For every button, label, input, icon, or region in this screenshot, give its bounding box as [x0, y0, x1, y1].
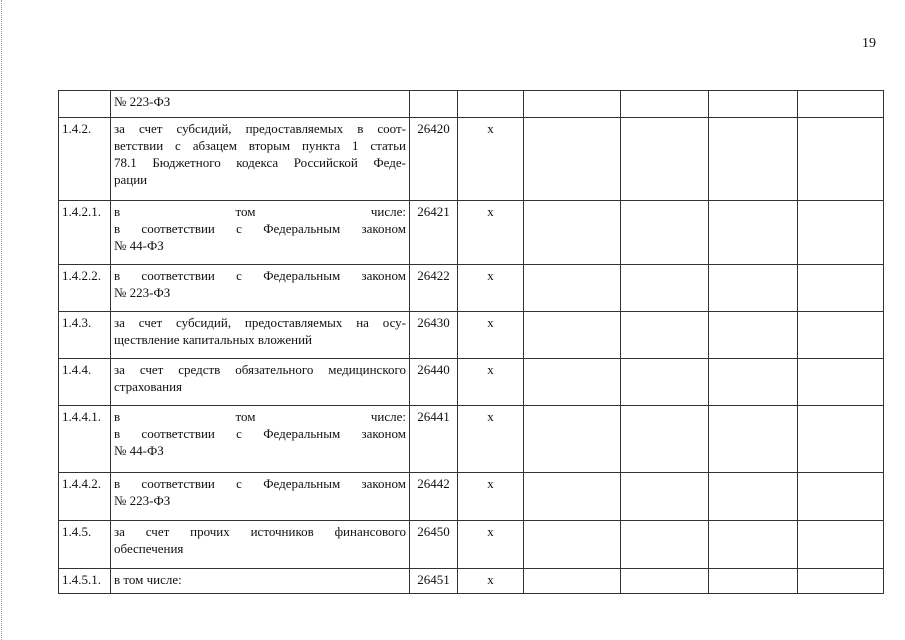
- empty-value-cell: [798, 473, 884, 521]
- row-code-cell: 26420: [410, 118, 458, 201]
- description-line: ветствии с абзацем вторым пункта 1 статьи: [114, 138, 406, 153]
- empty-value-cell: [798, 312, 884, 359]
- row-x-cell: х: [458, 265, 524, 312]
- row-x-cell: х: [458, 201, 524, 265]
- empty-value-cell: [524, 201, 621, 265]
- description-line: в соответствии с Федеральным законом: [114, 426, 406, 441]
- row-x-cell: х: [458, 118, 524, 201]
- empty-value-cell: [798, 569, 884, 594]
- empty-value-cell: [524, 473, 621, 521]
- description-line: № 223-ФЗ: [114, 94, 171, 109]
- empty-value-cell: [621, 359, 709, 406]
- row-description-cell: [111, 265, 410, 312]
- empty-value-cell: [621, 521, 709, 569]
- table-row: [59, 91, 884, 118]
- empty-value-cell: [621, 473, 709, 521]
- row-description-cell: [111, 406, 410, 473]
- row-number-cell: 1.4.4.1.: [59, 406, 111, 473]
- empty-value-cell: [709, 312, 798, 359]
- row-number-cell: 1.4.4.: [59, 359, 111, 406]
- description-line: № 223-ФЗ: [114, 285, 171, 300]
- empty-value-cell: [709, 521, 798, 569]
- table-row: [59, 406, 884, 473]
- empty-value-cell: [798, 521, 884, 569]
- empty-value-cell: [798, 406, 884, 473]
- row-x-cell: х: [458, 359, 524, 406]
- empty-value-cell: [524, 91, 621, 118]
- empty-value-cell: [709, 265, 798, 312]
- budget-table: [58, 90, 884, 594]
- page-left-edge: [1, 0, 2, 640]
- row-code-cell: [410, 91, 458, 118]
- description-line: в том числе:: [114, 204, 406, 219]
- description-line: в соответствии с Федеральным законом: [114, 476, 406, 491]
- row-number-cell: 1.4.2.1.: [59, 201, 111, 265]
- row-description-cell: [111, 569, 410, 594]
- empty-value-cell: [524, 521, 621, 569]
- row-code-cell: 26422: [410, 265, 458, 312]
- row-x-cell: х: [458, 406, 524, 473]
- empty-value-cell: [709, 569, 798, 594]
- row-description-cell: [111, 473, 410, 521]
- description-line: в соответствии с Федеральным законом: [114, 221, 406, 236]
- empty-value-cell: [709, 473, 798, 521]
- empty-value-cell: [709, 406, 798, 473]
- description-line: рации: [114, 172, 148, 187]
- table-row: [59, 265, 884, 312]
- row-code-cell: 26421: [410, 201, 458, 265]
- row-number-cell: 1.4.3.: [59, 312, 111, 359]
- empty-value-cell: [621, 91, 709, 118]
- table-row: [59, 569, 884, 594]
- row-x-cell: х: [458, 569, 524, 594]
- empty-value-cell: [524, 118, 621, 201]
- empty-value-cell: [524, 569, 621, 594]
- empty-value-cell: [524, 312, 621, 359]
- row-description-cell: [111, 312, 410, 359]
- empty-value-cell: [709, 118, 798, 201]
- empty-value-cell: [621, 406, 709, 473]
- row-description-cell: [111, 359, 410, 406]
- empty-value-cell: [709, 91, 798, 118]
- row-number-cell: 1.4.4.2.: [59, 473, 111, 521]
- row-x-cell: х: [458, 521, 524, 569]
- row-number-cell: 1.4.2.2.: [59, 265, 111, 312]
- table-row: [59, 521, 884, 569]
- table-row: [59, 359, 884, 406]
- empty-value-cell: [798, 265, 884, 312]
- table-row: [59, 118, 884, 201]
- row-x-cell: х: [458, 473, 524, 521]
- row-number-cell: 1.4.5.1.: [59, 569, 111, 594]
- empty-value-cell: [798, 201, 884, 265]
- row-x-cell: [458, 91, 524, 118]
- row-number-cell: 1.4.5.: [59, 521, 111, 569]
- empty-value-cell: [524, 265, 621, 312]
- description-line: за счет средств обязательного медицинского: [114, 362, 406, 377]
- empty-value-cell: [798, 359, 884, 406]
- description-line: в том числе:: [114, 409, 406, 424]
- empty-value-cell: [798, 91, 884, 118]
- description-line: обеспечения: [114, 541, 184, 556]
- row-description-cell: [111, 201, 410, 265]
- row-code-cell: 26430: [410, 312, 458, 359]
- row-description-cell: [111, 118, 410, 201]
- description-line: 78.1 Бюджетного кодекса Российской Феде-: [114, 155, 406, 170]
- page-number: 19: [862, 36, 876, 51]
- description-line: ществление капитальных вложений: [114, 332, 313, 347]
- row-code-cell: 26450: [410, 521, 458, 569]
- description-line: за счет субсидий, предоставляемых на осу-: [114, 315, 406, 330]
- empty-value-cell: [621, 118, 709, 201]
- empty-value-cell: [621, 569, 709, 594]
- row-x-cell: х: [458, 312, 524, 359]
- row-number-cell: [59, 91, 111, 118]
- description-line: в том числе:: [114, 572, 182, 587]
- row-code-cell: 26440: [410, 359, 458, 406]
- empty-value-cell: [621, 201, 709, 265]
- row-number-cell: 1.4.2.: [59, 118, 111, 201]
- empty-value-cell: [621, 312, 709, 359]
- description-line: № 44-ФЗ: [114, 238, 164, 253]
- description-line: № 44-ФЗ: [114, 443, 164, 458]
- table-row: [59, 312, 884, 359]
- table-row: [59, 473, 884, 521]
- description-line: за счет прочих источников финансового: [114, 524, 406, 539]
- row-description-cell: [111, 91, 410, 118]
- empty-value-cell: [709, 359, 798, 406]
- empty-value-cell: [524, 406, 621, 473]
- description-line: в соответствии с Федеральным законом: [114, 268, 406, 283]
- empty-value-cell: [621, 265, 709, 312]
- description-line: № 223-ФЗ: [114, 493, 171, 508]
- empty-value-cell: [798, 118, 884, 201]
- row-code-cell: 26451: [410, 569, 458, 594]
- row-code-cell: 26441: [410, 406, 458, 473]
- description-line: страхования: [114, 379, 183, 394]
- table-row: [59, 201, 884, 265]
- empty-value-cell: [524, 359, 621, 406]
- row-code-cell: 26442: [410, 473, 458, 521]
- empty-value-cell: [709, 201, 798, 265]
- row-description-cell: [111, 521, 410, 569]
- description-line: за счет субсидий, предоставляемых в соот-: [114, 121, 406, 136]
